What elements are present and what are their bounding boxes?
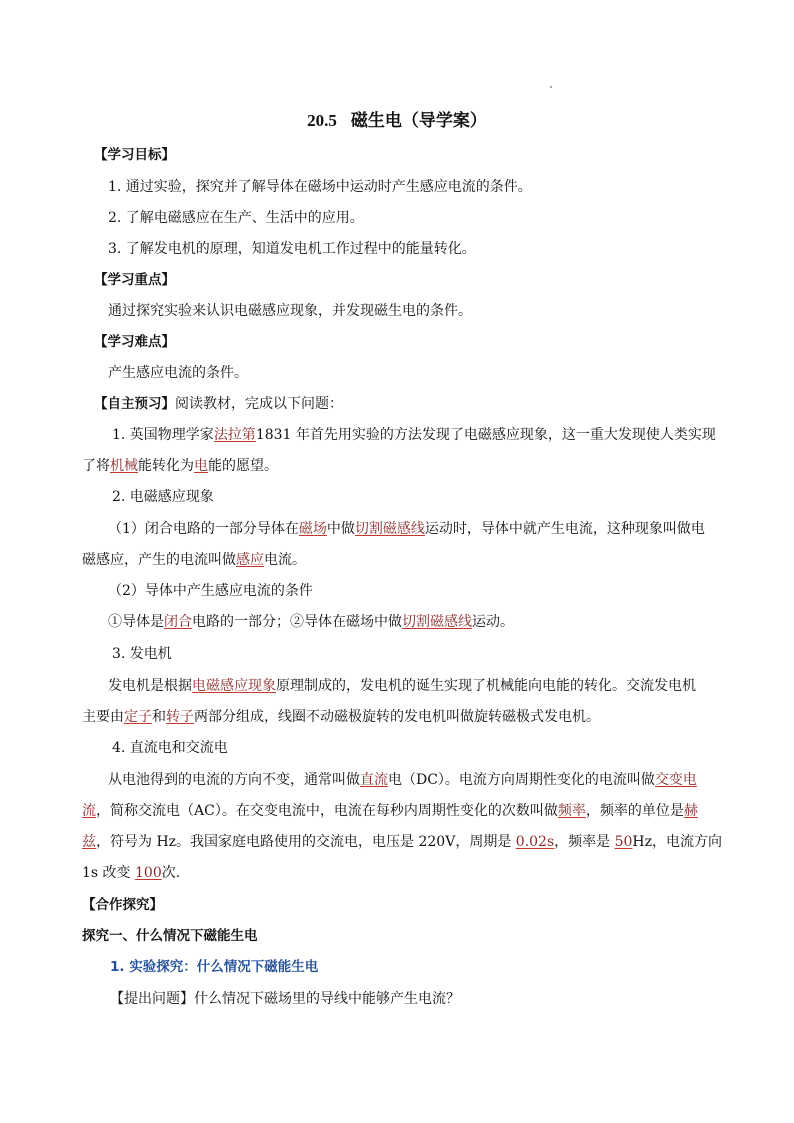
- answer-blank: 感应: [236, 552, 264, 568]
- preview-intro: 阅读教材，完成以下问题：: [175, 396, 343, 412]
- text: 电（DC）。电流方向周期性变化的电流叫做: [388, 772, 655, 788]
- answer-blank: 定子: [124, 709, 152, 725]
- goal-item: 3. 了解发电机的原理，知道发电机工作过程中的能量转化。: [108, 241, 476, 257]
- question-label: 【提出问题】: [110, 991, 194, 1007]
- goal-item: 1. 通过实验，探究并了解导体在磁场中运动时产生感应电流的条件。: [108, 179, 532, 195]
- difficulty-heading: 【学习难点】: [94, 334, 175, 350]
- text: 运动时，导体中就产生电流，这种现象叫做电: [424, 521, 705, 537]
- text: 主要由: [82, 709, 124, 725]
- text: ，频率的单位是: [585, 803, 684, 819]
- text: 电路的一部分；②导体在磁场中做: [192, 614, 402, 630]
- question-line: [110, 990, 460, 1008]
- goal-item: 2. 了解电磁感应在生产、生活中的应用。: [108, 210, 364, 226]
- text: 电流。: [264, 552, 306, 568]
- text: 磁感应，产生的电流叫做: [82, 552, 236, 568]
- goals-heading: 【学习目标】: [94, 147, 175, 163]
- answer-blank: 50: [614, 834, 633, 850]
- text: 1. 英国物理学家: [112, 427, 214, 443]
- answer-blank: 闭合: [164, 614, 192, 630]
- text: 1831 年首先用实验的方法发现了电磁感应现象，这一重大发现使人类实现: [255, 427, 716, 443]
- text: 原理制成的，发电机的诞生实现了机械能向电能的转化。交流发电机: [276, 678, 696, 694]
- difficulty-text: 产生感应电流的条件。: [108, 365, 248, 381]
- answer-blank: 100: [135, 865, 162, 881]
- answer-blank: 交变电: [654, 772, 697, 788]
- text: ，符号为 Hz。我国家庭电路使用的交流电，电压是 220V，周期是: [96, 834, 516, 850]
- text: 了将: [82, 458, 110, 474]
- answer-blank: 磁场: [298, 521, 327, 537]
- text: 和: [152, 709, 166, 725]
- coop-heading: 【合作探究】: [82, 897, 163, 913]
- answer-blank: 赫: [683, 803, 698, 819]
- answer-blank: 电磁感应现象: [192, 678, 276, 694]
- speck: [550, 86, 552, 88]
- q2-p1-line2: [82, 551, 306, 569]
- answer-blank: 频率: [557, 803, 586, 819]
- q2-p2: （2）导体中产生感应电流的条件: [108, 583, 313, 599]
- coop-subheading: 探究一、什么情况下磁能生电: [82, 928, 258, 944]
- q3-line1: [108, 677, 696, 695]
- focus-heading: 【学习重点】: [94, 272, 175, 288]
- text: ①导体是: [108, 614, 164, 630]
- question-text: 什么情况下磁场里的导线中能够产生电流？: [194, 991, 460, 1007]
- section-number: 20.5: [307, 111, 337, 130]
- q3-line2: [82, 708, 600, 726]
- answer-blank: 转子: [166, 709, 194, 725]
- q1-line1: [112, 426, 716, 444]
- text: 中做: [326, 521, 355, 537]
- q2-p1-line1: [108, 520, 705, 538]
- experiment-title: 1. 实验探究：什么情况下磁能生电: [110, 959, 319, 975]
- q4-line3: [82, 833, 722, 851]
- text: ，频率是: [554, 834, 615, 850]
- preview-line: [94, 395, 343, 413]
- answer-blank: 直流: [360, 772, 388, 788]
- answer-blank: 流: [82, 803, 96, 819]
- text: 能的愿望。: [208, 458, 278, 474]
- answer-blank: 0.02s: [515, 834, 555, 850]
- text: 两部分组成，线圈不动磁极旋转的发电机叫做旋转磁极式发电机。: [194, 709, 600, 725]
- q2-p3: [108, 613, 514, 631]
- page-title: [0, 106, 794, 131]
- text: 能转化为: [138, 458, 194, 474]
- text: 1s 改变: [82, 865, 135, 881]
- q1-line2: [82, 457, 278, 475]
- answer-blank: 电: [194, 458, 208, 474]
- text: 从电池得到的电流的方向不变，通常叫做: [108, 772, 360, 788]
- q2-title: 2. 电磁感应现象: [112, 489, 214, 505]
- focus-text: 通过探究实验来认识电磁感应现象，并发现磁生电的条件。: [108, 303, 472, 319]
- text: 次.: [161, 865, 181, 881]
- q4-line2: [82, 802, 698, 820]
- q4-line1: [108, 771, 697, 789]
- text: 运动。: [472, 614, 514, 630]
- answer-blank: 切割磁感线: [402, 614, 472, 630]
- preview-heading: 【自主预习】: [94, 396, 175, 412]
- answer-blank: 兹: [82, 834, 96, 850]
- answer-blank: 切割磁感线: [354, 521, 425, 537]
- q4-title: 4. 直流电和交流电: [112, 740, 228, 756]
- text: 发电机是根据: [108, 678, 192, 694]
- q3-title: 3. 发电机: [112, 646, 172, 662]
- text: （1）闭合电路的一部分导体在: [108, 521, 299, 537]
- title-text: 磁生电（导学案）: [350, 111, 487, 131]
- text: Hz，电流方向: [632, 834, 723, 850]
- text: ，简称交流电（AC）。在交变电流中，电流在每秒内周期性变化的次数叫做: [96, 803, 558, 819]
- q4-line4: [82, 864, 180, 882]
- answer-blank: 机械: [110, 458, 138, 474]
- answer-blank: 法拉第: [213, 427, 256, 443]
